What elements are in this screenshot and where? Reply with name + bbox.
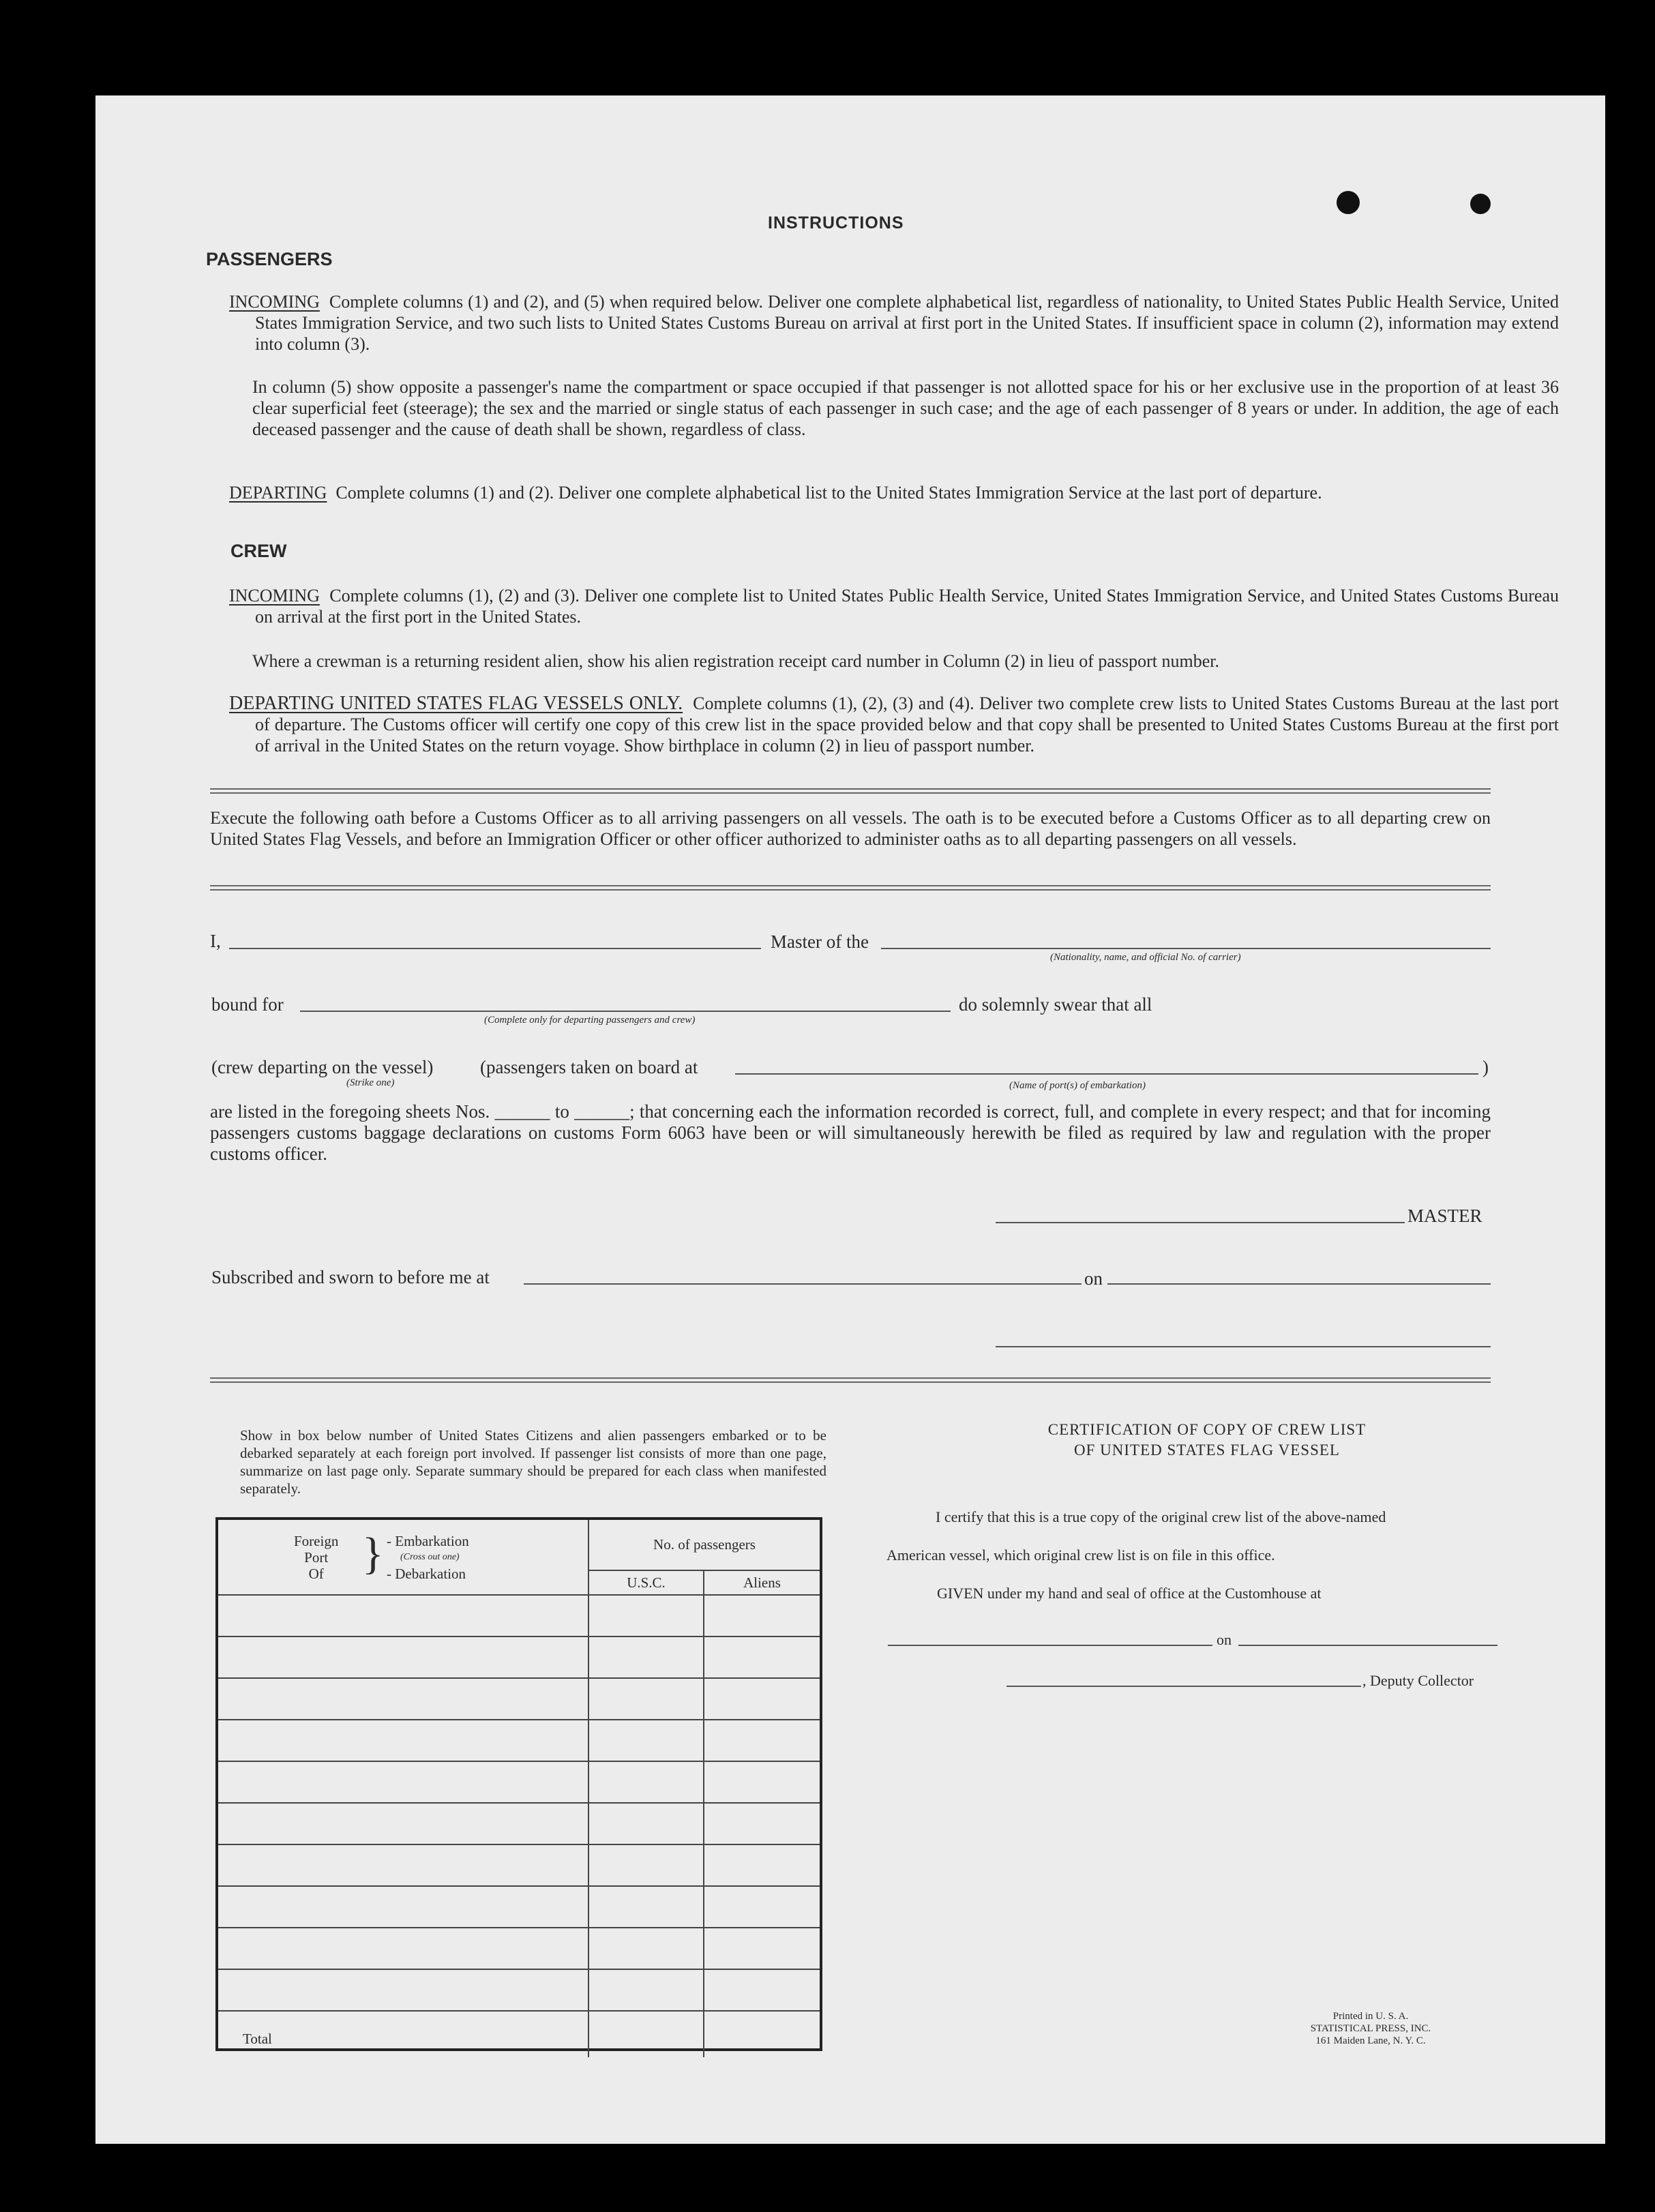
passengers-departing-text: Complete columns (1) and (2). Deliver one complete alphabetical list to the United States Immigration Service at the last port of departure. [336, 483, 1322, 503]
summary-intro: Show in box below number of United States Citizens and alien passengers embarked or to be debarked separately at each foreign port involved. If passenger list consists of more than one page, summarize on last page only. Separate summary should be prepared for each class when manifested separately. [240, 1427, 826, 1497]
aliens-cell[interactable] [704, 1595, 820, 1636]
carrier-field[interactable] [881, 948, 1491, 949]
form-sheet [95, 95, 1605, 2144]
subscribed-label: Subscribed and sworn to before me at [211, 1267, 490, 1287]
port-cell[interactable] [218, 1761, 588, 1803]
brace-icon: } [362, 1528, 384, 1579]
strike-one-caption: (Strike one) [346, 1077, 395, 1088]
total-label: Total [218, 2011, 588, 2057]
usc-cell[interactable] [588, 1928, 704, 1969]
port-cell[interactable] [218, 1595, 588, 1636]
sworn-date-field[interactable] [1107, 1283, 1491, 1285]
debarkation-option[interactable]: - Debarkation [387, 1565, 466, 1582]
usc-cell[interactable] [588, 1969, 704, 2011]
aliens-cell[interactable] [704, 1969, 820, 2011]
ports-embarkation-field[interactable] [735, 1073, 1478, 1075]
total-usc-cell[interactable] [588, 2011, 704, 2057]
oath-i-label: I, [210, 931, 221, 951]
bound-for-field[interactable] [300, 1011, 951, 1012]
section-divider [210, 1377, 1491, 1383]
port-cell[interactable] [218, 1969, 588, 2011]
total-aliens-cell[interactable] [704, 2011, 820, 2057]
instructions-title: INSTRUCTIONS [768, 213, 904, 233]
complete-only-caption: (Complete only for departing passengers and crew) [484, 1015, 696, 1026]
printer-imprint [1268, 2010, 1473, 2047]
master-name-field[interactable] [229, 948, 761, 949]
crew-departing-option[interactable]: (crew departing on the vessel) [211, 1057, 434, 1077]
usc-cell[interactable] [588, 1803, 704, 1844]
ink-blot [1337, 191, 1360, 214]
printer-line1: Printed in U. S. A. [1332, 2011, 1409, 2022]
crew-departing-text: Complete columns (1), (2), (3) and (4). Deliver two complete crew lists to United States Customs Bureau at the last port of departure. The Customs officer will certify one copy of this crew list in the space provided below and that copy shall be presented to United States Customs Bureau at the first port of arrival in the United States on the return voyage. Show birthplace in column (2) in lieu of passport number. [255, 693, 1559, 756]
crew-incoming-text: Complete columns (1), (2) and (3). Deliver one complete list to United States Public Health Service, United States Immigration Service, and United States Customs Bureau on arrival at the first port in the United States. [255, 586, 1560, 627]
cert-on-label: on [1217, 1631, 1232, 1648]
usc-cell[interactable] [588, 1720, 704, 1761]
ink-blot [1470, 194, 1491, 214]
section-divider [210, 788, 1491, 794]
master-signature-field[interactable] [996, 1222, 1405, 1223]
port-cell[interactable] [218, 1803, 588, 1844]
aliens-cell[interactable] [704, 1928, 820, 1969]
port-cell[interactable] [218, 1886, 588, 1928]
port-cell[interactable] [218, 1720, 588, 1761]
aliens-cell[interactable] [704, 1844, 820, 1886]
cross-out-caption: (Cross out one) [400, 1551, 460, 1562]
master-of-the-label: Master of the [771, 931, 869, 952]
ports-caption: (Name of port(s) of embarkation) [1009, 1080, 1146, 1091]
ports-table [215, 1517, 822, 2051]
usc-cell[interactable] [588, 1636, 704, 1678]
usc-cell[interactable] [588, 1844, 704, 1886]
certification-title-line1: CERTIFICATION OF COPY OF CREW LIST [1047, 1421, 1367, 1438]
passengers-departing-label: DEPARTING [229, 483, 327, 503]
nationality-caption: (Nationality, name, and official No. of carrier) [1050, 952, 1241, 963]
crew-heading: CREW [230, 541, 287, 561]
deputy-signature-field[interactable] [1007, 1686, 1361, 1687]
embarkation-group [387, 1533, 469, 1582]
no-of-passengers-header: No. of passengers [588, 1520, 820, 1570]
customhouse-field[interactable] [888, 1645, 1212, 1646]
aliens-cell[interactable] [704, 1720, 820, 1761]
certify-line2: American vessel, which original crew list is on file in this office. [886, 1546, 1275, 1564]
foreign-label: Foreign [294, 1532, 339, 1549]
officer-signature-field[interactable] [996, 1346, 1491, 1347]
crew-departing-label: DEPARTING UNITED STATES FLAG VESSELS ONLY. [229, 693, 683, 714]
certification-title-line2: OF UNITED STATES FLAG VESSEL [1074, 1441, 1340, 1459]
crew-incoming-instruction [229, 585, 1559, 627]
bound-for-label: bound for [211, 994, 284, 1015]
of-label: Of [308, 1565, 324, 1582]
ports-header-cell [218, 1520, 588, 1595]
passengers-departing-instruction [229, 482, 1559, 503]
certify-line1: I certify that this is a true copy of the original crew list of the above-named [936, 1508, 1386, 1525]
usc-cell[interactable] [588, 1595, 704, 1636]
usc-cell[interactable] [588, 1761, 704, 1803]
close-paren: ) [1482, 1057, 1489, 1077]
passengers-taken-option[interactable]: (passengers taken on board at [480, 1057, 698, 1077]
deputy-collector-label: , Deputy Collector [1362, 1672, 1474, 1689]
printer-line2: STATISTICAL PRESS, INC. [1310, 2023, 1431, 2034]
aliens-cell[interactable] [704, 1761, 820, 1803]
printer-line3: 161 Maiden Lane, N. Y. C. [1315, 2035, 1426, 2046]
aliens-cell[interactable] [704, 1636, 820, 1678]
passengers-incoming-label: INCOMING [229, 292, 320, 312]
aliens-cell[interactable] [704, 1886, 820, 1928]
passengers-incoming-instruction [229, 291, 1559, 355]
ports-grid [218, 1520, 820, 2057]
port-cell[interactable] [218, 1636, 588, 1678]
passengers-incoming-text: Complete columns (1) and (2), and (5) when required below. Deliver one complete alphabetical list, regardless of nationality, to United States Public Health Service, United States Immigration Service, and two such lists to United States Customs Bureau on arrival at first port in the United States. If insufficient space in column (2), information may extend into column (3). [255, 292, 1560, 354]
port-cell[interactable] [218, 1928, 588, 1969]
embarkation-option[interactable]: - Embarkation [387, 1532, 469, 1549]
aliens-cell[interactable] [704, 1803, 820, 1844]
do-solemnly-label: do solemnly swear that all [959, 994, 1152, 1015]
usc-cell[interactable] [588, 1678, 704, 1720]
foreign-port-of [294, 1533, 338, 1582]
given-line: GIVEN under my hand and seal of office at the Customhouse at [937, 1585, 1322, 1602]
oath-intro: Execute the following oath before a Customs Officer as to all arriving passengers on all vessels. The oath is to be executed before a Customs Officer as to all departing crew on United States Flag Vessels, and before an Immigration Officer or other officer authorized to administer oaths as to all departing passengers on all vessels. [210, 808, 1491, 849]
aliens-header: Aliens [704, 1570, 820, 1595]
port-cell[interactable] [218, 1678, 588, 1720]
crew-resident-instruction: Where a crewman is a returning resident alien, show his alien registration receipt card number in Column (2) in lieu of passport number. [252, 651, 1220, 671]
passengers-heading: PASSENGERS [206, 249, 333, 269]
crew-departing-instruction [229, 693, 1559, 756]
oath-listed-text: are listed in the foregoing sheets Nos. ______ to ______; that concerning each the information recorded is correct, full, and complete in every respect; and that for incoming passengers customs baggage declarations on customs Form 6063 have been or will simultaneously herewith be filed as required by law and regulation with the proper customs officer. [210, 1101, 1491, 1164]
port-cell[interactable] [218, 1844, 588, 1886]
section-divider [210, 885, 1491, 891]
passengers-column5-instruction: In column (5) show opposite a passenger's name the compartment or space occupied if that passenger is not allotted space for his or her exclusive use in the proportion of at least 36 clear superficial feet (steerage); the sex and the married or single status of each passenger in such case; and the age of each passenger of 8 years or under. In addition, the age of each deceased passenger and the cause of death shall be shown, regardless of class. [252, 377, 1559, 439]
usc-header: U.S.C. [588, 1570, 704, 1595]
usc-cell[interactable] [588, 1886, 704, 1928]
master-signature-label: MASTER [1407, 1206, 1482, 1226]
sworn-on-label: on [1084, 1268, 1103, 1289]
cert-date-field[interactable] [1238, 1645, 1497, 1646]
port-label: Port [304, 1549, 329, 1566]
certification-title [914, 1420, 1500, 1461]
aliens-cell[interactable] [704, 1678, 820, 1720]
crew-incoming-label: INCOMING [229, 586, 320, 606]
sworn-place-field[interactable] [524, 1283, 1082, 1285]
